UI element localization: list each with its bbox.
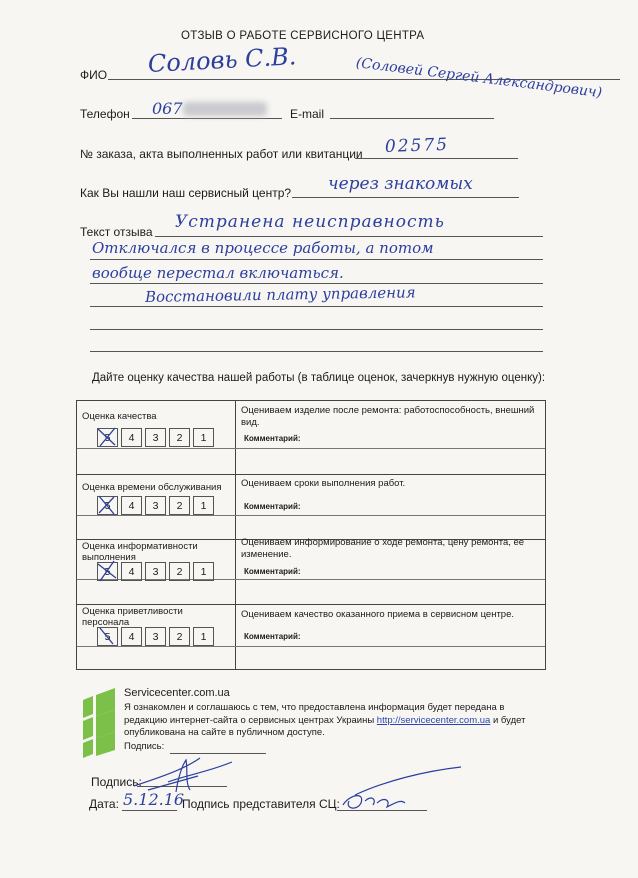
score-5[interactable]: 5 (97, 428, 118, 447)
rating-category-friendliness: Оценка приветливости персонала (82, 606, 183, 628)
date-label: Дата: (89, 797, 119, 811)
representative-signature-icon[interactable] (335, 765, 465, 820)
review-label: Текст отзыва (80, 225, 153, 239)
rating-description-friendliness: Оцениваем качество оказанного приема в сервисном центре. (241, 609, 514, 620)
score-2[interactable]: 2 (169, 496, 190, 515)
score-1[interactable]: 1 (193, 428, 214, 447)
score-3[interactable]: 3 (145, 428, 166, 447)
rep-signature-label: Подпись представителя СЦ: (182, 797, 340, 811)
score-2[interactable]: 2 (169, 627, 190, 646)
inner-signature-label: Подпись: (124, 741, 165, 752)
date-handwritten[interactable]: 5.12.16 (123, 790, 185, 809)
score-4[interactable]: 4 (121, 496, 142, 515)
review-line-4 (90, 306, 543, 307)
table-sub-separator (77, 515, 545, 516)
phone-underline (132, 118, 282, 119)
table-sub-separator (77, 448, 545, 449)
rating-table (76, 400, 546, 670)
servicecenter-logo-icon (79, 688, 119, 758)
score-3[interactable]: 3 (145, 627, 166, 646)
score-5[interactable]: 5 (97, 562, 118, 581)
score-3[interactable]: 3 (145, 496, 166, 515)
review-line-6 (90, 351, 543, 352)
phone-redaction (183, 102, 267, 116)
email-label: E-mail (290, 107, 325, 121)
comment-label: Комментарий: (244, 502, 301, 511)
date-line (122, 810, 177, 811)
review-line-5 (90, 329, 543, 330)
signature-label: Подпись: (91, 775, 142, 789)
review-handwritten-4: Восстановили плату управления (144, 283, 416, 306)
rating-category-informativeness: Оценка информативности выполнения (82, 541, 198, 563)
score-5[interactable]: 5 (97, 496, 118, 515)
table-divider (235, 401, 236, 669)
score-2[interactable]: 2 (169, 562, 190, 581)
fio-handwritten[interactable]: Соловь С.В. (147, 42, 297, 78)
review-line-3 (90, 283, 543, 284)
rating-description-informativeness: Оцениваем информирование о ходе ремонта, цену ремонта, ее изменение. (241, 537, 525, 560)
score-4[interactable]: 4 (121, 562, 142, 581)
order-underline (355, 158, 518, 159)
rating-intro: Дайте оценку качества нашей работы (в таблице оценок, зачеркнув нужную оценку): (92, 372, 546, 384)
score-1[interactable]: 1 (193, 496, 214, 515)
score-4[interactable]: 4 (121, 428, 142, 447)
table-row-separator (77, 604, 545, 605)
phone-handwritten[interactable]: 067 (152, 99, 183, 118)
order-label: № заказа, акта выполненных работ или квитанции (80, 147, 363, 161)
review-handwritten-2: Отключался в процессе работы, а потом (92, 239, 434, 257)
site-name: Servicecenter.com.ua (124, 687, 230, 699)
score-5[interactable]: 5 (97, 627, 118, 646)
comment-label: Комментарий: (244, 632, 301, 641)
review-handwritten-1[interactable]: Устранена неисправность (175, 212, 445, 232)
comment-label: Комментарий: (244, 434, 301, 443)
review-handwritten-3: вообще перестал включаться. (92, 264, 344, 282)
fio-handwritten-full: (Соловей Сергей Александрович) (355, 55, 603, 102)
table-sub-separator (77, 646, 545, 647)
table-row-separator (77, 474, 545, 475)
order-handwritten[interactable]: 02575 (384, 134, 450, 157)
source-label: Как Вы нашли наш сервисный центр? (80, 186, 292, 200)
rating-category-time: Оценка времени обслуживания (82, 482, 222, 493)
form-title: ОТЗЫВ О РАБОТЕ СЕРВИСНОГО ЦЕНТРА (181, 30, 425, 42)
agreement-text-start: Я ознакомлен и соглашаюсь с тем, что предоставлена информация будет передана в редакцию интернет-сайта о сервисных центрах Украины (124, 702, 505, 726)
review-line-2 (90, 259, 543, 260)
agreement-text (124, 702, 534, 740)
score-1[interactable]: 1 (193, 562, 214, 581)
comment-label: Комментарий: (244, 567, 301, 576)
agreement-text-end: и будет опубликована на сайте в публичном доступе. (124, 714, 526, 738)
fio-label: ФИО (80, 68, 108, 82)
rating-description-time: Оцениваем сроки выполнения работ. (241, 478, 406, 489)
source-underline (292, 197, 519, 198)
score-4[interactable]: 4 (121, 627, 142, 646)
rating-category-quality: Оценка качества (82, 411, 157, 422)
agreement-link[interactable]: http://servicecenter.com.ua (376, 714, 491, 726)
source-handwritten[interactable]: через знакомых (328, 174, 473, 194)
score-3[interactable]: 3 (145, 562, 166, 581)
score-1[interactable]: 1 (193, 627, 214, 646)
phone-label: Телефон (80, 107, 130, 121)
rating-description-quality: Оцениваем изделие после ремонта: работоспособность, внешний вид. (241, 405, 535, 428)
email-underline[interactable] (330, 118, 494, 119)
score-2[interactable]: 2 (169, 428, 190, 447)
review-line-1 (155, 236, 543, 237)
